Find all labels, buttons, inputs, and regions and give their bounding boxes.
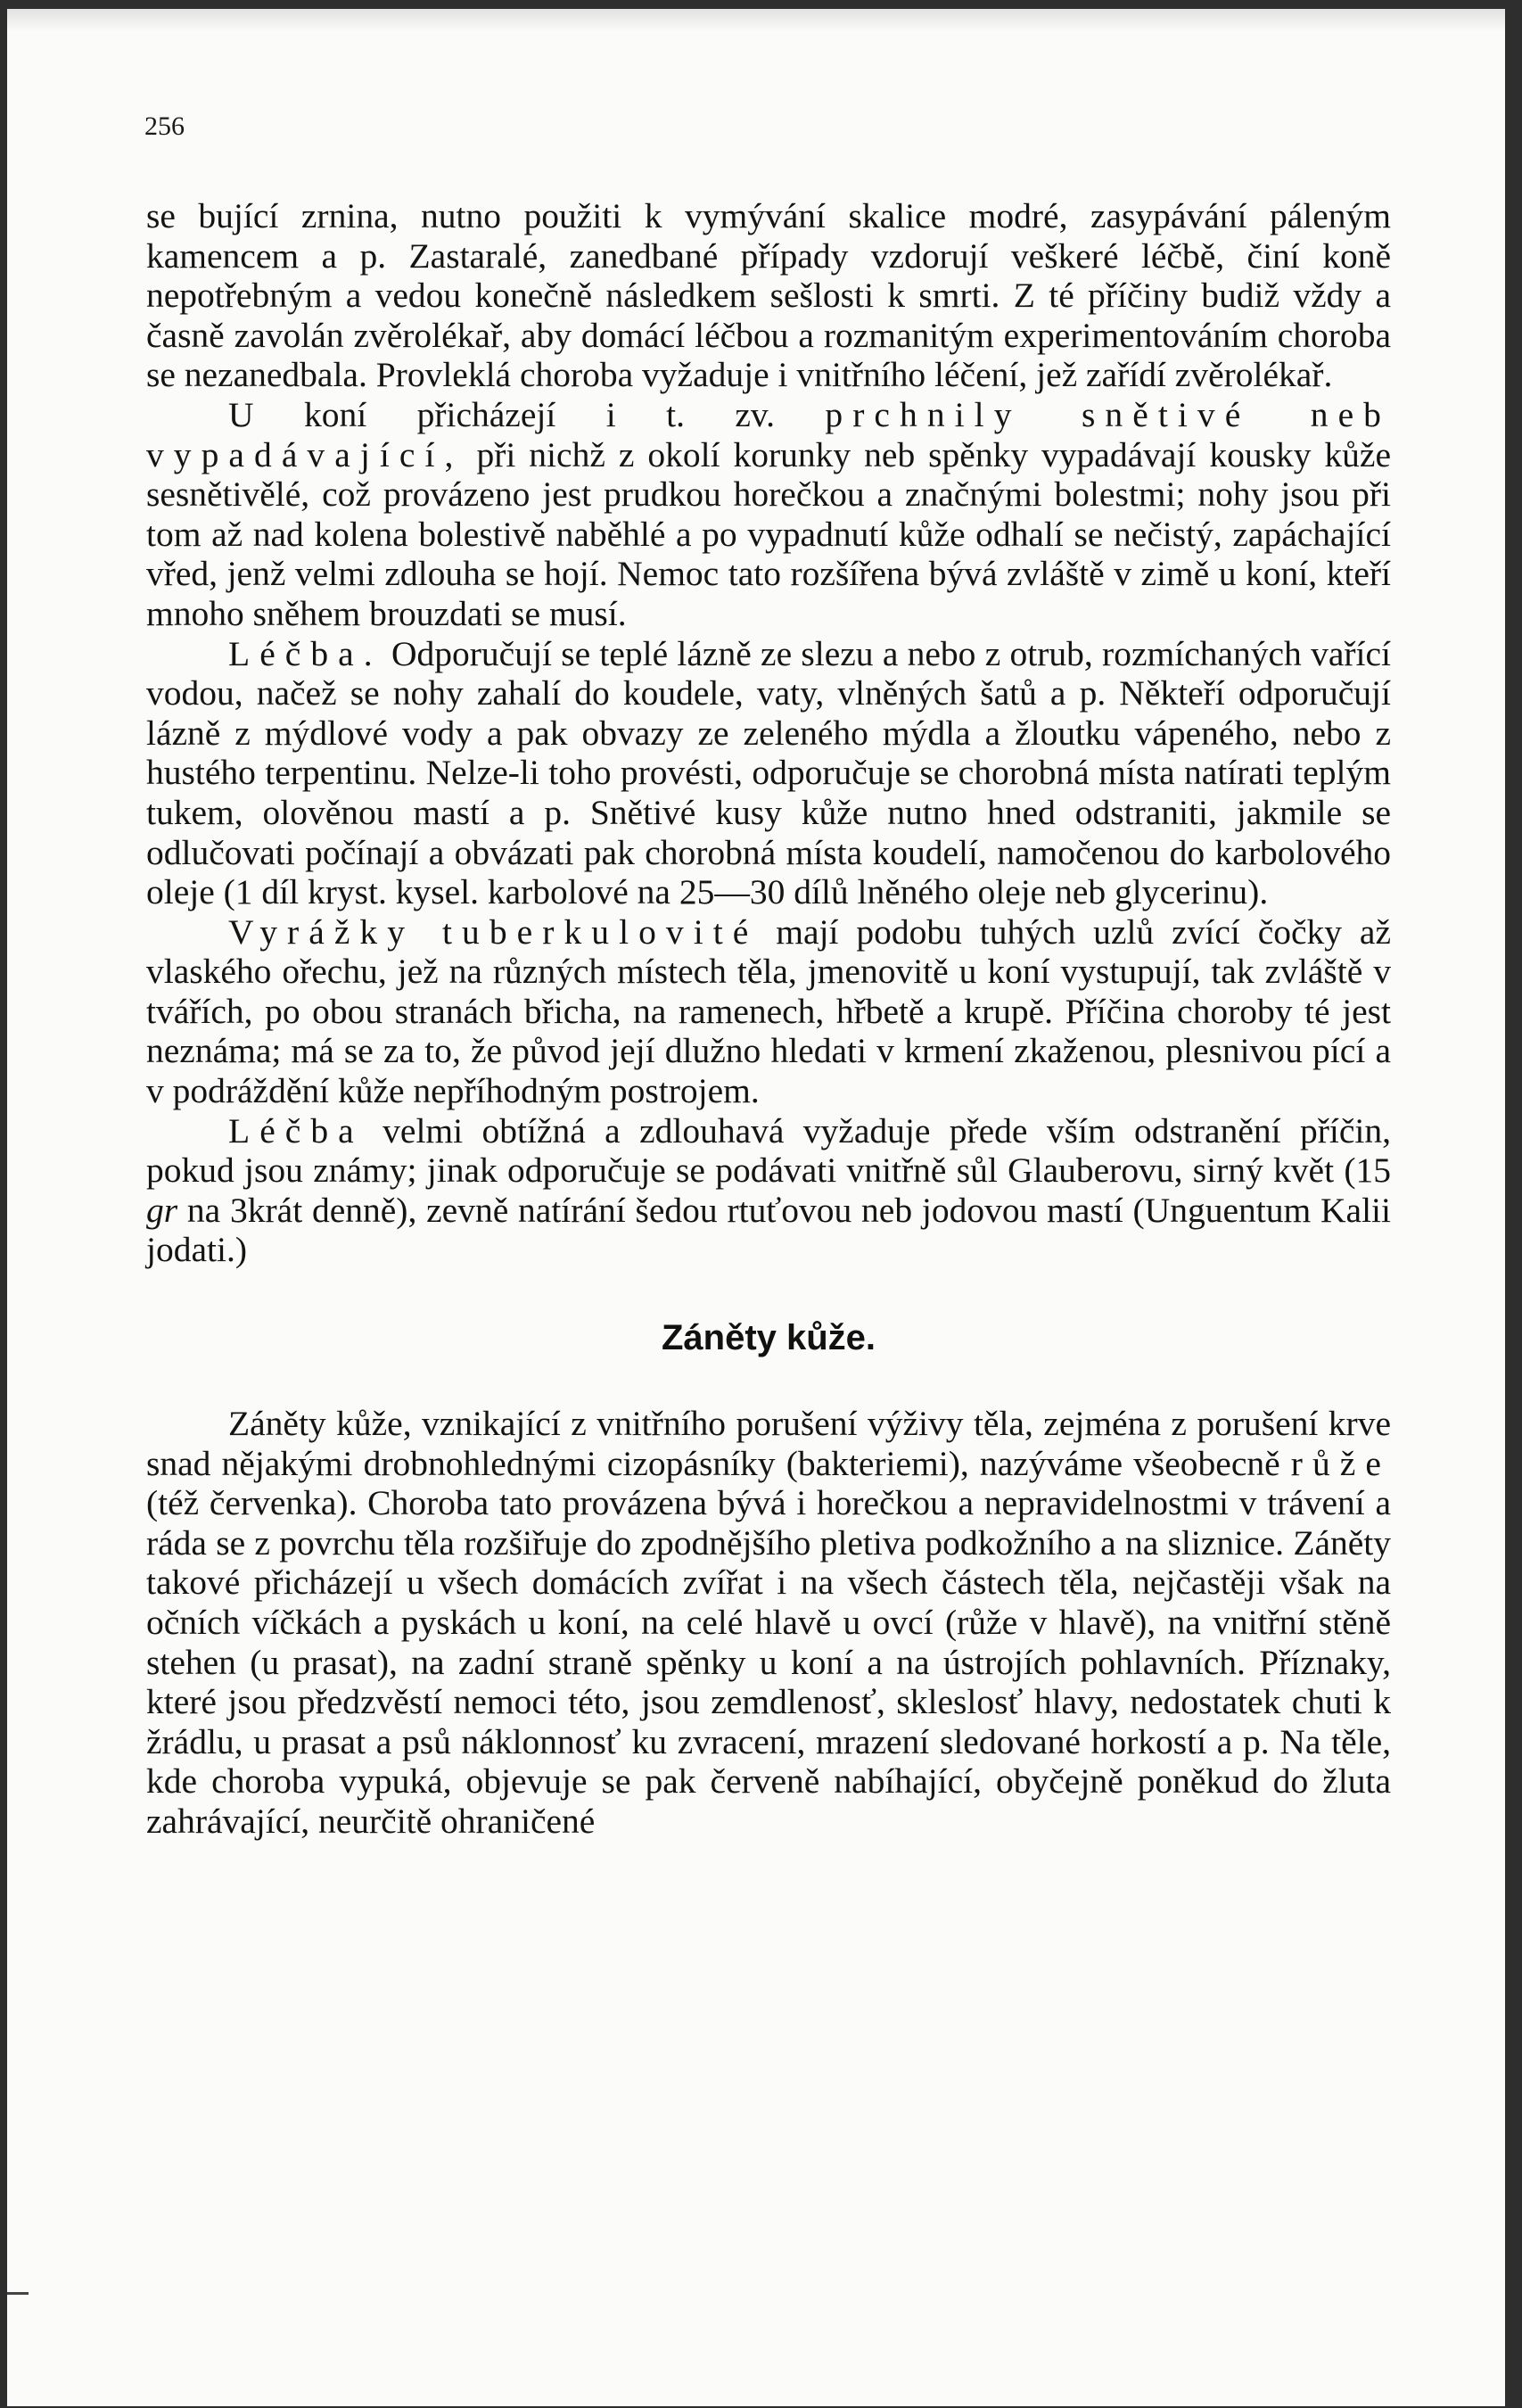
page-top-shadow <box>7 9 1505 32</box>
text-segment: Odporučují se teplé lázně ze slezu a nebo z otrub, rozmíchaných vařící vodou, načež se nohy zahalí do koudele, vaty, vlněných šatů a p. Někteří odporučují lázně z mýdlové vody a pak obvazy ze zeleného mýdla a žloutku vápeného, nebo z hustého terpentinu. Nelze-li toho provésti, odporučuje se chorobná místa natírati teplým tukem, olověnou mastí a p. Snětivé kusy kůže nutno hned odstraniti, jakmile se odlučovati počínají a obvázati pak chorobná místa koudelí, namočenou do karbolového oleje (1 díl kryst. kysel. karbolové na 25—30 dílů lněného oleje neb glycerinu). <box>146 633 1391 912</box>
text-segment: se bující zrnina, nutno použiti k vymývání skalice modré, zasypávání páleným kamencem a p. Zastaralé, zanedbané případy vzdorují veškeré léčbě, činí koně nepotřebným a vedou konečně následkem sešlosti k smrti. Z té příčiny budiž vždy a časně zavolán zvěrolékař, aby domácí léčbou a rozmanitým experimentováním choroba se nezanedbala. Provleklá choroba vyžaduje i vnitřního léčení, jež zařídí zvěrolékař. <box>146 196 1391 395</box>
spaced-term: Vyrážky tuberkulovité <box>228 911 759 952</box>
text-segment: při nichž z okolí korunky neb spěnky vypadávají kousky kůže sesnětivělé, což provázeno jest prudkou horečkou a značnými bolestmi; nohy jsou při tom až nad kolena bolestivě naběhlé a po vypadnutí kůže odhalí se nečistý, zapáchající vřed, jenž velmi zdlouha se hojí. Nemoc tato rozšířena bývá zvláště v zimě u koní, kteří mnoho sněhem brouzdati se musí. <box>146 434 1391 633</box>
text-segment: U koní přicházejí i t. zv. <box>228 394 826 434</box>
text-segment: (též červenka). Choroba tato provázena bývá i horečkou a nepravidelnostmi v trávení a ráda se z povrchu těla rozšiřuje do zpodnějšího pletiva podkožního a na sliznice. Záněty takové přicházejí u všech domácích zvířat i na všech částech těla, nejčastěji však na očních víčkách a pyskách u koní, na celé hlavě u ovcí (růže v hlavě), na vnitřní stěně stehen (u prasat), na zadní straně spěnky u koní a na ústrojích pohlavních. Příznaky, které jsou předzvěstí nemoci této, jsou zemdlenosť, skleslosť hlavy, nedostatek chuti k žrádlu, u prasat a psů náklonnosť ku zvracení, mrazení sledované horkostí a p. Na těle, kde choroba vypuká, objevuje se pak červeně nabíhající, obyčejně poněkud do žluta zahrávající, neurčitě ohraničené <box>146 1483 1391 1841</box>
paragraph-p2 <box>146 395 1391 634</box>
italic-unit: gr <box>146 1190 178 1230</box>
section-heading: Záněty kůže. <box>661 1318 876 1358</box>
body-text <box>146 196 1391 1842</box>
text-segment: mají podobu tuhých uzlů zvící čočky až vlaského ořechu, jež na různých místech těla, jmenovitě u koní vystupují, tak zvláště v tvářích, po obou stranách břicha, na ramenech, hřbetě a krupě. Příčina choroby té jest neznáma; má se za to, že původ její dlužno hledati v krmení zkaženou, plesnivou pící a v podráždění kůže nepříhodným postrojem. <box>146 911 1391 1111</box>
book-page <box>7 9 1505 2406</box>
text-segment: na 3krát denně), zevně natírání šedou rtuťovou neb jodovou mastí (Unguentum Kalii jodati.) <box>146 1190 1391 1270</box>
spaced-term: růže <box>1290 1443 1391 1483</box>
scan-edge-mark <box>7 2292 29 2295</box>
paragraphs-before-heading <box>146 196 1391 1270</box>
page-number: 256 <box>144 111 185 141</box>
paragraph-p3 <box>146 634 1391 912</box>
text-segment: velmi obtížná a zdlouhavá vyžaduje přede vším odstranění příčin, pokud jsou známy; jinak odporučuje se podávati vnitřně sůl Glauberovu, sirný květ (15 <box>146 1110 1391 1191</box>
text-segment: Záněty kůže, vznikající z vnitřního porušení výživy těla, zejména z porušení krve snad nějakými drobnohlednými cizopásníky (bakteriemi), nazýváme všeobecně <box>146 1404 1391 1483</box>
paragraph-p4 <box>146 912 1391 1111</box>
paragraph-p6 <box>146 1404 1391 1842</box>
spaced-term: Léčba <box>228 1110 364 1150</box>
spaced-term: prchnily snětivé neb vypadávající, <box>146 394 1391 474</box>
paragraph-p1 <box>146 196 1391 395</box>
paragraph-p5 <box>146 1111 1391 1270</box>
spaced-term: Léčba. <box>228 633 383 673</box>
paragraphs-after-heading <box>146 1404 1391 1842</box>
